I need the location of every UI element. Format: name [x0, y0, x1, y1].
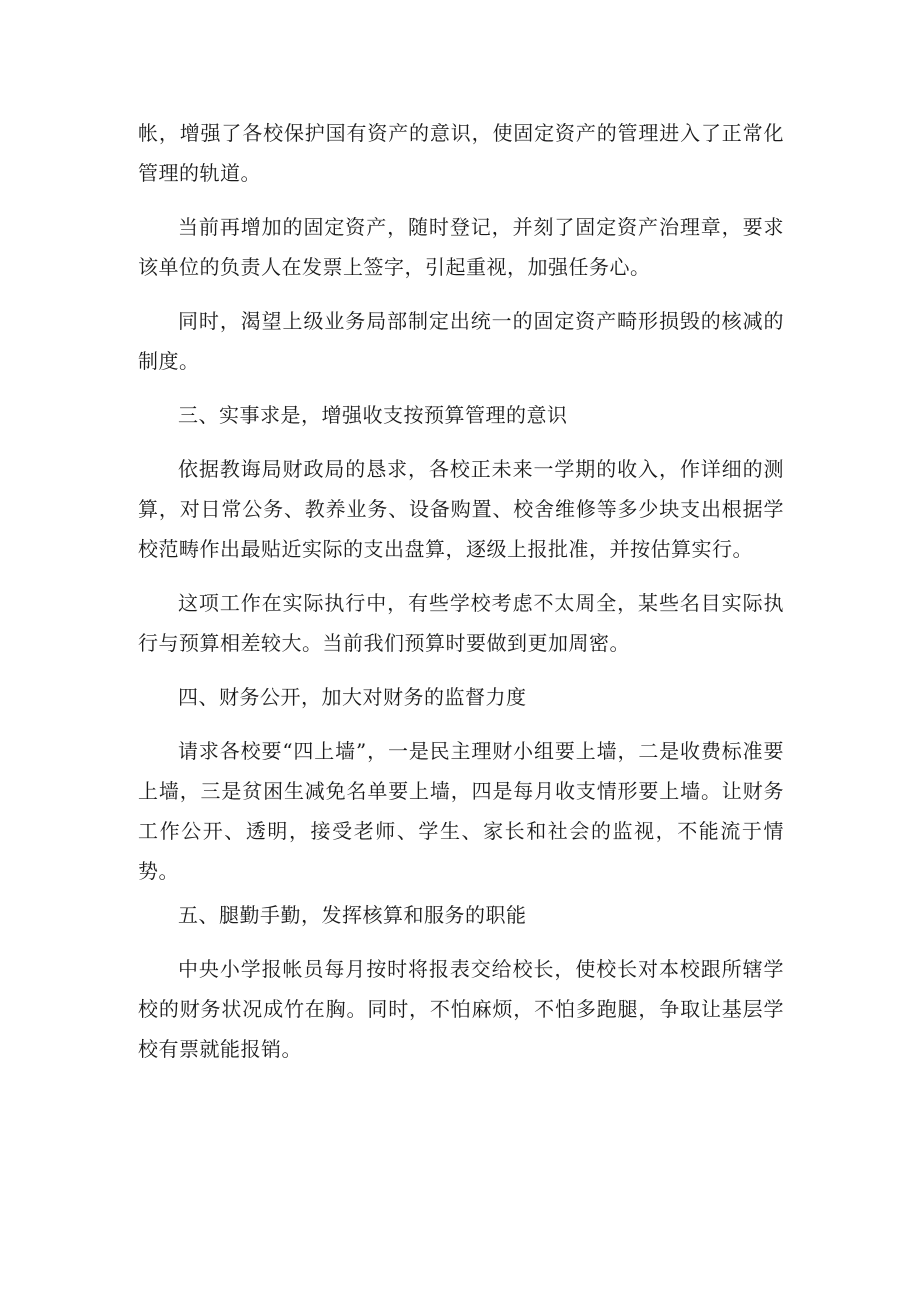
section-heading-five: 五、腿勤手勤，发挥核算和服务的职能	[178, 903, 527, 927]
section-heading-three: 三、实事求是，增强收支按预算管理的意识	[178, 403, 568, 427]
paragraph-new-assets-registration: 当前再增加的固定资产，随时登记，并刻了固定资产治理章，要求该单位的负责人在发票上签字，引起重视，加强任务心。	[138, 215, 784, 279]
paragraph-fixed-assets-continued: 帐，增强了各校保护国有资产的意识，使固定资产的管理进入了正常化管理的轨道。	[138, 121, 784, 185]
section-heading-four: 四、财务公开，加大对财务的监督力度	[178, 685, 527, 709]
paragraph-budget-execution: 这项工作在实际执行中，有些学校考虑不太周全，某些名目实际执行与预算相差较大。当前我们预算时要做到更加周密。	[138, 591, 784, 655]
paragraph-budget-estimation: 依据教诲局财政局的恳求，各校正未来一学期的收入，作详细的测算，对日常公务、教养业务、设备购置、校舍维修等多少块支出根据学校范畴作出最贴近实际的支出盘算，逐级上报批准，并按估算实行。	[138, 457, 784, 561]
document-body	[138, 113, 784, 1083]
paragraph-asset-writeoff-system: 同时，渴望上级业务局部制定出统一的固定资产畸形损毁的核减的制度。	[138, 309, 784, 373]
paragraph-four-on-wall: 请求各校要“四上墙”，一是民主理财小组要上墙，二是收费标准要上墙，三是贫困生减免名单要上墙，四是每月收支情形要上墙。让财务工作公开、透明，接受老师、学生、家长和社会的监视，不能流于情势。	[138, 739, 784, 883]
paragraph-accountant-service: 中央小学报帐员每月按时将报表交给校长，使校长对本校跟所辖学校的财务状况成竹在胸。同时，不怕麻烦，不怕多跑腿，争取让基层学校有票就能报销。	[138, 957, 784, 1061]
